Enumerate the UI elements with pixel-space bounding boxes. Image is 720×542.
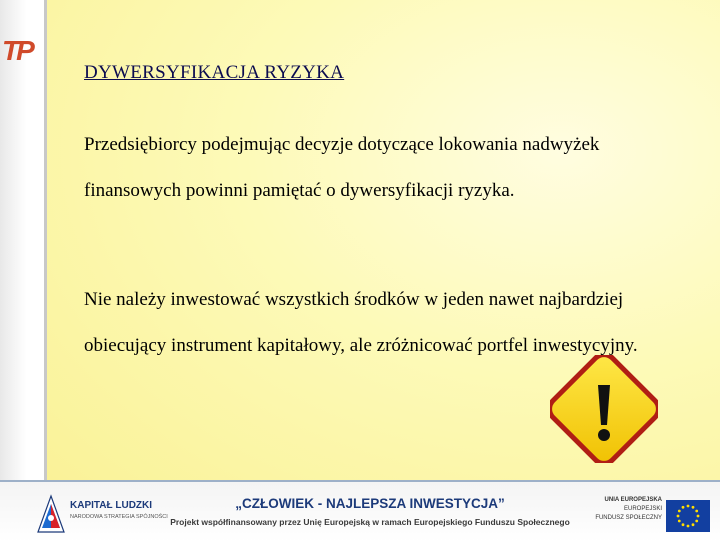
footer-bar [0,480,720,542]
kapital-ludzki-title: KAPITAŁ LUDZKI [70,500,153,511]
eu-line-1: UNIA EUROPEJSKA [604,497,662,503]
warning-sign-icon [550,355,658,463]
eu-line-3: FUNDUSZ SPOŁECZNY [595,515,662,521]
eu-flag-icon [666,500,710,532]
cofinancing-note: Projekt współfinansowany przez Unię Europejską w ramach Europejskiego Funduszu Społecznego [170,517,570,527]
eu-fund-label [590,496,662,523]
kapital-ludzki-subtitle: NARODOWA STRATEGIA SPÓJNOŚCI [70,514,168,520]
tp-logo: TP [2,35,32,66]
slide-title: DYWERSYFIKACJA RYZYKA [84,62,345,83]
paragraph-2: Nie należy inwestować wszystkich środków w jeden nawet najbardziej obiecujący instrument kapitałowy, ale zróżnicować portfel inwestycyjny. [84,289,638,356]
kapital-ludzki-logo-icon [36,494,66,534]
left-decor-strip [0,0,47,480]
eu-line-2: EUROPEJSKI [623,506,662,512]
paragraph-1: Przedsiębiorcy podejmując decyzje dotyczące lokowania nadwyżek finansowych powinni pamiętać o dywersyfikacji ryzyka. [84,134,600,201]
footer-slogan: „CZŁOWIEK - NAJLEPSZA INWESTYCJA” [235,496,505,511]
